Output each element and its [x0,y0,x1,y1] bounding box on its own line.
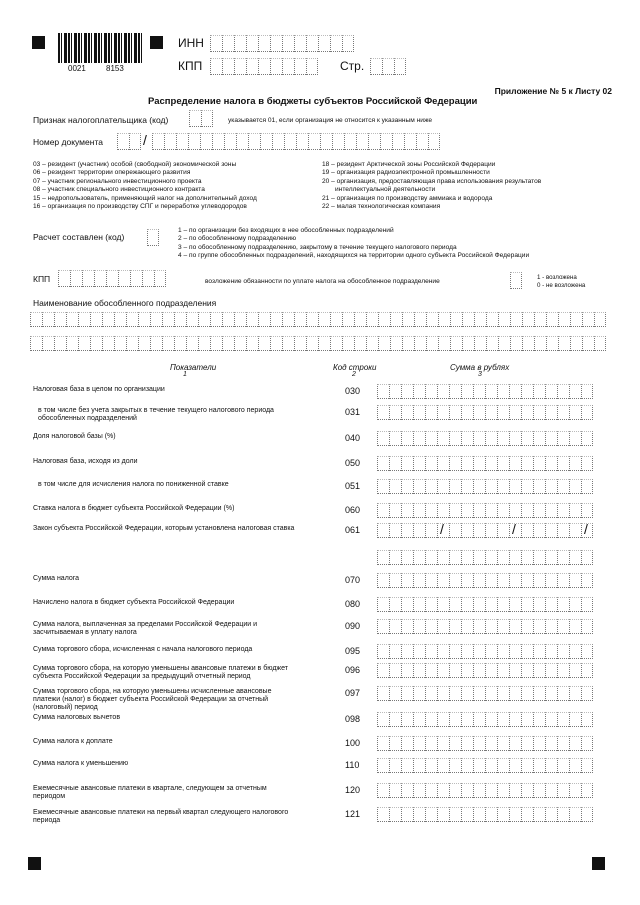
row-amount-field[interactable] [377,807,593,822]
division-name-field-1[interactable] [30,312,606,327]
row-label: Начислено налога в бюджет субъекта Российской Федерации [33,599,235,606]
barcode-number-left: 0021 [68,64,86,73]
row-amount-field[interactable] [377,456,593,471]
row-code: 098 [345,714,361,724]
duty-option-0: 0 - не возложена [537,282,586,289]
code-item: 18 – резидент Арктической зоны Российской Федерации [322,161,496,168]
corner-marker-bottom-left [28,857,41,870]
row-label: Закон субъекта Российской Федерации, которым установлена налоговая ставка [33,525,295,532]
inn-field[interactable] [210,35,354,52]
row-code: 090 [345,621,361,631]
row-amount-field[interactable] [377,550,593,565]
row-amount-field[interactable] [377,503,593,518]
row-code: 095 [345,646,361,656]
kpp-header-field[interactable] [210,58,318,75]
table-row [0,596,640,614]
table-row [0,735,640,753]
calc-code-field[interactable] [147,229,159,246]
table-row [0,782,640,800]
code-item: 21 – организация по производству аммиака и водорода [322,194,493,202]
row-amount-field[interactable] [377,597,593,612]
row-label: Налоговая база в целом по организации [33,386,165,393]
row-amount-field[interactable] [377,663,593,678]
row-amount-field[interactable] [377,431,593,446]
col-indicators-num: 1 [183,371,187,378]
code-item: 16 – организация по производству СПГ и переработке углеводородов [33,203,247,211]
page-title: Распределение налога в бюджеты субъектов Российской Федерации [148,96,478,107]
duty-field[interactable] [510,272,522,289]
table-row [0,757,640,775]
row-code: 050 [345,458,361,468]
row-amount-field[interactable] [377,783,593,798]
calc-options [178,227,529,261]
row-code: 030 [345,386,361,396]
kpp-header-label: КПП [178,59,203,73]
doc-number-separator: / [143,132,147,148]
row-amount-field[interactable] [377,384,593,399]
law-separator: / [440,521,444,537]
law-separator: / [512,521,516,537]
row-label: Сумма налоговых вычетов [33,714,121,721]
row-code: 080 [345,599,361,609]
duty-label: возложение обязанности по уплате налога на обособленное подразделение [205,278,440,285]
barcode [58,33,144,63]
col-sum-num: 3 [478,371,482,378]
row-label: Ежемесячные авансовые платежи на первый квартал следующего налогового периода [33,809,289,824]
taxpayer-sign-label: Признак налогоплательщика (код) [33,115,169,125]
row-label: Доля налоговой базы (%) [33,433,116,440]
row-label: в том числе для исчисления налога по пониженной ставке [38,481,229,488]
doc-number-label: Номер документа [33,137,103,147]
row-label: Налоговая база, исходя из доли [33,458,138,465]
row-code: 070 [345,575,361,585]
row-label: Сумма налога к уменьшению [33,760,129,767]
code-item: 20 – организация, предоставляющая права использования результатов [322,177,542,185]
row-label: Сумма налога к доплате [33,738,113,745]
row-amount-field[interactable] [377,644,593,659]
table-row [0,478,640,496]
calc-option: 3 – по обособленному подразделению, закрытому в течение текущего налогового периода [178,243,457,251]
row-amount-field[interactable] [377,758,593,773]
table-row [0,502,640,520]
inn-label: ИНН [178,36,204,50]
table-row [0,572,640,590]
table-row [0,383,640,401]
codes-list-left [33,161,257,211]
col-code-header: Код строки [333,363,377,372]
table-row [0,643,640,661]
row-code: 040 [345,433,361,443]
code-item: 19 – организация радиоэлектронной промышленности [322,169,490,177]
row-amount-field[interactable] [377,523,593,538]
corner-marker-bottom-right [592,857,605,870]
calc-option: 1 – по организации без входящих в нее обособленных подразделений [178,227,394,234]
corner-marker-top-left [32,36,45,49]
table-row [0,522,640,552]
division-name-label: Наименование обособленного подразделения [33,298,217,308]
taxpayer-sign-hint: указывается 01, если организация не относится к указанным ниже [228,117,433,124]
row-label: Сумма налога, выплаченная за пределами Российской Федерации и засчитываемая в уплату налога [33,621,258,636]
row-label: Сумма налога [33,575,80,582]
row-label: Сумма торгового сбора, исчисленная с начала налогового периода [33,646,253,653]
table-row [0,685,640,711]
appendix-label: Приложение № 5 к Листу 02 [494,86,612,96]
row-label: Сумма торгового сбора, на которую уменьшены авансовые платежи в бюджет субъекта Российской Федерации за предыдущий отчетный период [33,665,288,680]
table-row [0,618,640,644]
code-item: 22 – малая технологическая компания [322,203,441,211]
col-sum-header: Сумма в рублях [450,363,510,372]
law-separator: / [584,521,588,537]
row-code: 121 [345,809,361,819]
calc-option: 2 – по обособленному подразделению [178,235,297,243]
row-code: 031 [345,407,361,417]
code-item: 07 – участник регионального инвестиционного проекта [33,177,202,185]
row-label: Сумма торгового сбора, на которую уменьшены исчисленные авансовые платежи (налог) в бюджет субъекта Российской Федерации за отчетный (налоговый) период [33,688,272,711]
table-row [0,711,640,729]
kpp-division-label: КПП [33,274,51,284]
corner-marker-top-right [150,36,163,49]
division-name-field-2[interactable] [30,336,606,351]
col-indicators-header: Показатели [170,363,217,372]
row-code: 120 [345,785,361,795]
kpp-division-field[interactable] [58,270,166,287]
doc-number-field-a[interactable] [117,133,141,150]
row-amount-field[interactable] [377,712,593,727]
code-item: 15 – недропользователь, применяющий налог на дополнительный доход [33,194,257,202]
row-amount-field[interactable] [377,405,593,420]
table-row [0,404,640,430]
col-code-num: 2 [352,371,356,378]
duty-option-1: 1 - возложена [537,274,577,281]
row-label: в том числе без учета закрытых в течение текущего налогового периода обособленных подразделений [38,407,274,422]
row-amount-field[interactable] [377,573,593,588]
taxpayer-sign-field[interactable] [189,110,213,127]
page-label: Стр. [340,59,365,73]
code-item: 03 – резидент (участник) особой (свободной) экономической зоны [33,161,237,168]
row-amount-field[interactable] [377,736,593,751]
table-row [0,806,640,824]
row-code: 051 [345,481,361,491]
row-label: Ежемесячные авансовые платежи в квартале, следующем за отчетным периодом [33,785,267,800]
row-amount-field[interactable] [377,479,593,494]
codes-list-right [322,161,541,211]
row-code: 096 [345,665,361,675]
table-row [0,430,640,448]
code-item: 08 – участник специального инвестиционного контракта [33,186,205,194]
row-amount-field[interactable] [377,686,593,701]
page-number-field[interactable] [370,58,406,75]
row-code: 061 [345,525,361,535]
row-code: 100 [345,738,361,748]
code-item: интеллектуальной деятельности [335,186,436,194]
row-code: 110 [345,760,360,770]
row-code: 097 [345,688,361,698]
table-row [0,455,640,473]
barcode-number-right: 8153 [106,64,124,73]
row-amount-field[interactable] [377,619,593,634]
code-item: 06 – резидент территории опережающего развития [33,169,191,177]
calc-option: 4 – по группе обособленных подразделений, находящихся на территории одного субъекта Российской Федерации [178,252,530,260]
row-label: Ставка налога в бюджет субъекта Российской Федерации (%) [33,505,235,512]
row-code: 060 [345,505,361,515]
doc-number-field-b[interactable] [152,133,440,150]
calc-code-label: Расчет составлен (код) [33,232,125,242]
